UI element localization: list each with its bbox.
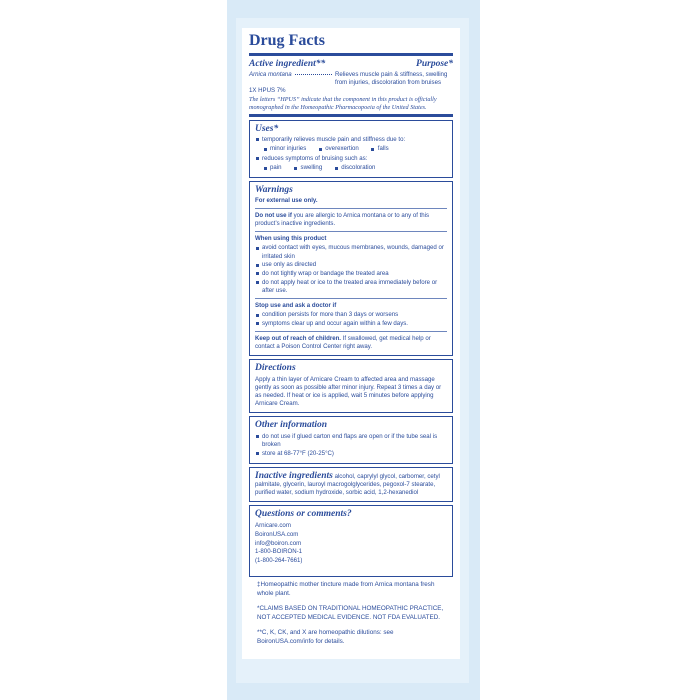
leader-dots bbox=[295, 74, 332, 75]
other-information-item-1: store at 68-77°F (20-25°C) bbox=[255, 450, 447, 458]
questions-line-phone[interactable]: 1-800-BOIRON-1 bbox=[255, 548, 303, 556]
title-rule bbox=[249, 53, 453, 56]
inactive-ingredients-heading: Inactive ingredients bbox=[255, 470, 333, 481]
uses-list-2 bbox=[255, 155, 447, 163]
questions-line-email[interactable]: info@boiron.com bbox=[255, 539, 302, 547]
questions-heading: Questions or comments? bbox=[255, 509, 352, 520]
stop-use-list bbox=[255, 311, 447, 328]
warnings-rule-1 bbox=[255, 208, 447, 209]
stop-use-heading: Stop use and ask a doctor if bbox=[255, 302, 337, 310]
when-using-heading: When using this product bbox=[255, 235, 327, 243]
questions-line-phone-numeric[interactable]: (1-800-264-7661) bbox=[255, 557, 303, 565]
active-ingredient-dilution: 1X HPUS 7% bbox=[249, 87, 286, 95]
directions-box bbox=[249, 359, 453, 413]
footnote-doublestar: **C, K, CK, and X are homeopathic dilutions: see BoironUSA.com/info for details. bbox=[257, 629, 394, 645]
active-ingredient-dots-row bbox=[249, 71, 453, 87]
other-information-list bbox=[255, 433, 447, 458]
uses-sub-1-2: falls bbox=[371, 145, 389, 154]
active-ingredient-section bbox=[249, 59, 453, 112]
other-information-item-0: do not use if glued carton end flaps are open or if the tube seal is broken bbox=[255, 433, 447, 449]
uses-heading: Uses* bbox=[255, 123, 279, 134]
warnings-rule-2 bbox=[255, 231, 447, 232]
active-ingredient-name: Arnica montana bbox=[249, 71, 292, 79]
drug-facts-panel bbox=[242, 28, 460, 659]
uses-sub-2-2: discoloration bbox=[334, 164, 375, 173]
directions-heading: Directions bbox=[255, 363, 296, 374]
stop-use-item-1: symptoms clear up and occur again within a few days. bbox=[255, 320, 447, 328]
active-ingredient-line bbox=[249, 71, 453, 95]
inactive-ingredients-text: alcohol, caprylyl glycol, carbomer, cetyl palmitate, glycerin, lauroyl macrogolglycerides, pegoxol-7 stearate, purified water, sodium hydroxide, sorbic acid, 1,2-hexanediol bbox=[255, 472, 440, 497]
warnings-external-use: For external use only. bbox=[255, 197, 318, 205]
keep-out-rest: If swallowed, get medical help or contact a Poison Control Center right away. bbox=[255, 335, 431, 351]
keep-out-of-reach bbox=[255, 335, 447, 351]
uses-sub-list-2 bbox=[263, 164, 447, 173]
hpus-note: The letters “HPUS” indicate that the component in this product is officially monographed in the Homeopathic Pharmacopoeia of the United States. bbox=[249, 95, 437, 111]
do-not-use-bold: Do not use if bbox=[255, 212, 292, 220]
warnings-rule-4 bbox=[255, 331, 447, 332]
keep-out-bold: Keep out of reach of children. bbox=[255, 335, 341, 343]
active-ingredient-heading: Active ingredient** bbox=[249, 58, 326, 69]
do-not-use-rest: you are allergic to Arnica montana or to any of this product’s inactive ingredients. bbox=[255, 212, 430, 228]
drug-facts-title: Drug Facts bbox=[249, 32, 325, 49]
other-information-box bbox=[249, 416, 453, 464]
questions-lines bbox=[255, 522, 447, 566]
uses-item-1: temporarily relieves muscle pain and stiffness due to: bbox=[255, 136, 447, 144]
purpose-heading: Purpose* bbox=[416, 58, 453, 69]
warnings-heading: Warnings bbox=[255, 184, 293, 195]
uses-sub-2-0: pain bbox=[263, 164, 282, 173]
footnote-star: *CLAIMS BASED ON TRADITIONAL HOMEOPATHIC PRACTICE, NOT ACCEPTED MEDICAL EVIDENCE. NOT FDA EVALUATED. bbox=[257, 605, 444, 621]
when-using-item-2: do not tightly wrap or bandage the treated area bbox=[255, 270, 447, 278]
drug-facts-inner bbox=[242, 28, 460, 659]
uses-sub-2-1: swelling bbox=[294, 164, 323, 173]
purpose-text: Relieves muscle pain & stiffness, swelling from injuries, discoloration from bruises bbox=[335, 71, 448, 87]
uses-sub-1-0: minor injuries bbox=[263, 145, 306, 154]
questions-line-arnicare[interactable]: Arnicare.com bbox=[255, 521, 291, 529]
other-information-heading: Other information bbox=[255, 420, 328, 431]
footnotes bbox=[249, 581, 453, 646]
uses-list bbox=[255, 136, 447, 144]
uses-sub-1-1: overexertion bbox=[318, 145, 359, 154]
uses-box bbox=[249, 120, 453, 178]
inactive-ingredients-box bbox=[249, 467, 453, 503]
uses-item-2: reduces symptoms of bruising such as: bbox=[255, 155, 447, 163]
questions-line-boironusa[interactable]: BoironUSA.com bbox=[255, 530, 299, 538]
directions-text: Apply a thin layer of Arnicare Cream to affected area and massage gently as soon as possible after minor injury. Repeat 3 times a day or as needed. If heat or ice is applied, wait 5 minutes before applying Arnicare Cream. bbox=[255, 375, 442, 408]
warnings-box bbox=[249, 181, 453, 357]
inactive-ingredients-line bbox=[255, 471, 447, 498]
footnote-dagger: ‡Homeopathic mother tincture made from Arnica montana fresh whole plant. bbox=[257, 581, 435, 597]
when-using-item-1: use only as directed bbox=[255, 261, 447, 269]
warnings-do-not-use bbox=[255, 212, 447, 228]
questions-box bbox=[249, 505, 453, 577]
active-ingredient-heading-row bbox=[249, 59, 453, 71]
when-using-item-0: avoid contact with eyes, mucous membranes, wounds, damaged or irritated skin bbox=[255, 244, 447, 260]
active-ingredient-rule bbox=[249, 114, 453, 117]
warnings-rule-3 bbox=[255, 298, 447, 299]
uses-sub-list-1 bbox=[263, 145, 447, 154]
when-using-list bbox=[255, 244, 447, 295]
when-using-item-3: do not apply heat or ice to the treated area immediately before or after use. bbox=[255, 279, 447, 295]
stop-use-item-0: condition persists for more than 3 days or worsens bbox=[255, 311, 447, 319]
